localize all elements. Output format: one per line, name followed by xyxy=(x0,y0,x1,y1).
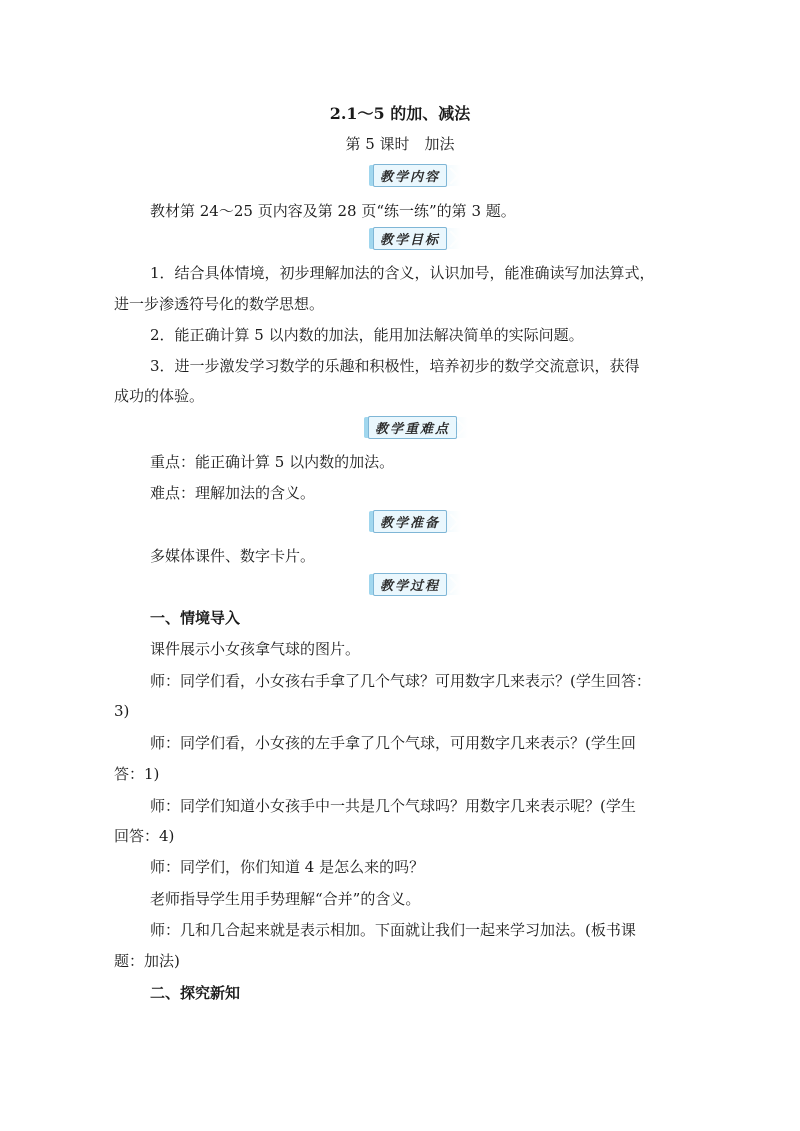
process-p2-line-1: 师：同学们看，小女孩右手拿了几个气球？可用数字几来表示？(学生回答： xyxy=(150,672,651,690)
process-p2-line-2: 3) xyxy=(114,702,130,720)
process-p5: 师：同学们，你们知道 4 是怎么来的吗？ xyxy=(150,858,425,876)
content-text: 教材第 24～25 页内容及第 28 页“练一练”的第 3 题。 xyxy=(150,202,516,220)
process-p4-line-1: 师：同学们知道小女孩手中一共是几个气球吗？用数字几来表示呢？(学生 xyxy=(150,797,636,815)
banner-process-label: 教学过程 xyxy=(373,573,447,596)
process-p3-line-1: 师：同学们看，小女孩的左手拿了几个气球，可用数字几来表示？(学生回 xyxy=(150,734,636,752)
section-1-heading: 一、情境导入 xyxy=(150,609,241,627)
banner-keypoints-label: 教学重难点 xyxy=(368,416,457,439)
lesson-title: 2.1～5 的加、减法 xyxy=(329,104,471,123)
process-p3-line-2: 答：1) xyxy=(114,765,160,783)
difficulty-point: 难点：理解加法的含义。 xyxy=(150,484,316,502)
goal-3-line-2: 成功的体验。 xyxy=(114,387,205,405)
banner-content-label: 教学内容 xyxy=(373,164,447,187)
banner-goals xyxy=(369,228,461,249)
key-point: 重点：能正确计算 5 以内数的加法。 xyxy=(150,453,395,471)
banner-process xyxy=(369,574,461,595)
lesson-subtitle: 第 5 课时 加法 xyxy=(345,135,455,153)
goal-2: 2．能正确计算 5 以内数的加法，能用加法解决简单的实际问题。 xyxy=(150,326,584,344)
process-p1: 课件展示小女孩拿气球的图片。 xyxy=(150,640,361,658)
section-2-heading: 二、探究新知 xyxy=(150,984,241,1002)
goal-1-line-1: 1．结合具体情境，初步理解加法的含义，认识加号，能准确读写加法算式， xyxy=(150,264,655,282)
process-p6: 老师指导学生用手势理解“合并”的含义。 xyxy=(150,890,421,908)
process-p7-line-2: 题：加法) xyxy=(114,952,180,970)
goal-1-line-2: 进一步渗透符号化的数学思想。 xyxy=(114,295,325,313)
banner-content xyxy=(369,165,461,186)
banner-prep xyxy=(369,511,461,532)
process-p7-line-1: 师：几和几合起来就是表示相加。下面就让我们一起来学习加法。(板书课 xyxy=(150,921,636,939)
banner-prep-label: 教学准备 xyxy=(373,510,447,533)
banner-keypoints xyxy=(364,417,468,438)
banner-goals-label: 教学目标 xyxy=(373,227,447,250)
prep-text: 多媒体课件、数字卡片。 xyxy=(150,547,316,565)
process-p4-line-2: 回答：4) xyxy=(114,827,175,845)
goal-3-line-1: 3．进一步激发学习数学的乐趣和积极性，培养初步的数学交流意识，获得 xyxy=(150,357,640,375)
